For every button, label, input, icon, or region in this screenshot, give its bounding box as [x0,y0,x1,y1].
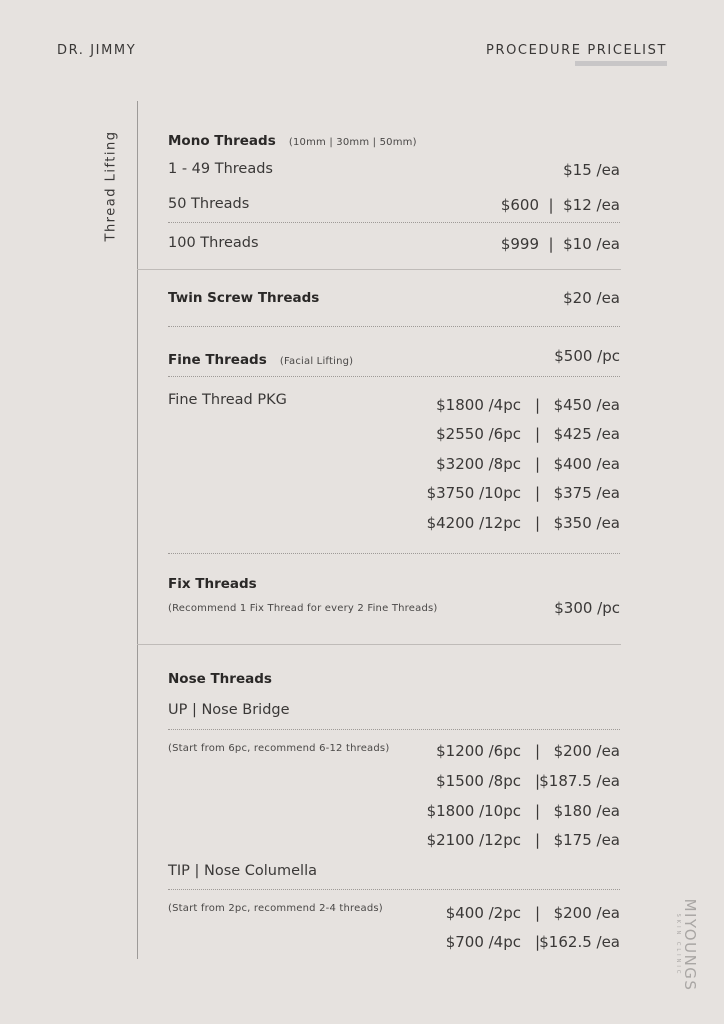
clinic-logo [675,899,699,992]
price-separator: | [535,831,541,849]
dotted-divider [168,326,620,327]
fine-pkg-total: $2550 /6pc [436,425,521,443]
fix-threads-price: $300 /pc [554,599,620,617]
nose-up-each: $200 /ea [553,742,620,760]
nose-up-note: (Start from 6pc, recommend 6-12 threads) [168,743,390,754]
fine-threads-heading [168,349,353,368]
mono-row-label: 1 - 49 Threads [168,161,273,177]
nose-threads-title: Nose Threads [168,671,272,687]
title-underline [575,61,667,66]
mono-row-label: 100 Threads [168,235,259,251]
nose-up-total: $1500 /8pc [436,772,521,790]
mono-threads-title: Mono Threads [168,133,276,149]
nose-up-total: $1800 /10pc [426,802,521,820]
price-separator: | [535,425,541,443]
fine-threads-note: (Facial Lifting) [279,356,354,367]
fine-pkg-each: $400 /ea [553,455,620,473]
mono-row-label: 50 Threads [168,196,250,212]
mono-row-price: $15 /ea [563,161,620,179]
fix-threads-note: (Recommend 1 Fix Thread for every 2 Fine Threads) [168,603,438,614]
logo-subtitle: SKIN CLINIC [675,913,681,977]
fine-pkg-total: $4200 /12pc [426,514,521,532]
nose-up-total: $1200 /6pc [436,742,521,760]
dotted-divider [168,553,620,554]
fine-pkg-each: $375 /ea [553,484,620,502]
nose-tip-note: (Start from 2pc, recommend 2-4 threads) [168,903,383,914]
doctor-name: DR. JIMMY [57,43,137,58]
price-separator: | [535,904,541,922]
logo-wordmark: MIYOUNGS [681,898,699,992]
nose-tip-total: $700 /4pc [445,933,521,951]
nose-tip-label: TIP | Nose Columella [168,863,317,879]
price-separator: | [535,484,541,502]
fine-pkg-label: Fine Thread PKG [168,392,287,408]
nose-tip-total: $400 /2pc [445,904,521,922]
nose-up-each: $175 /ea [553,831,620,849]
fine-pkg-total: $3200 /8pc [436,455,521,473]
nose-tip-each: $162.5 /ea [539,933,620,951]
mono-row-price: $999 | $10 /ea [500,235,620,253]
price-separator: | [535,396,541,414]
section-divider [137,269,621,270]
mono-threads-heading [168,130,417,149]
price-separator: | [535,742,541,760]
dotted-divider [168,222,620,223]
twin-screw-price: $20 /ea [563,289,620,307]
price-separator: | [535,802,541,820]
price-separator: | [535,514,541,532]
fix-threads-title: Fix Threads [168,576,257,592]
fine-threads-title: Fine Threads [168,352,267,368]
mono-threads-note: (10mm | 30mm | 50mm) [288,137,417,148]
vertical-divider [137,101,138,959]
dotted-divider [168,889,620,890]
dotted-divider [168,729,620,730]
nose-up-each: $187.5 /ea [539,772,620,790]
price-separator: | [535,933,541,951]
nose-up-label: UP | Nose Bridge [168,702,290,718]
price-separator: | [535,455,541,473]
nose-up-total: $2100 /12pc [426,831,521,849]
nose-up-each: $180 /ea [553,802,620,820]
fine-pkg-each: $450 /ea [553,396,620,414]
dotted-divider [168,376,620,377]
nose-tip-each: $200 /ea [553,904,620,922]
fine-pkg-each: $425 /ea [553,425,620,443]
fine-pkg-total: $1800 /4pc [436,396,521,414]
page-title: PROCEDURE PRICELIST [486,43,667,58]
section-divider [137,644,621,645]
price-separator: | [535,772,541,790]
mono-row-price: $600 | $12 /ea [500,196,620,214]
section-label-thread-lifting: Thread Lifting [103,130,119,242]
twin-screw-title: Twin Screw Threads [168,290,320,306]
fine-pkg-total: $3750 /10pc [426,484,521,502]
fine-pkg-each: $350 /ea [553,514,620,532]
fine-threads-price: $500 /pc [554,347,620,365]
